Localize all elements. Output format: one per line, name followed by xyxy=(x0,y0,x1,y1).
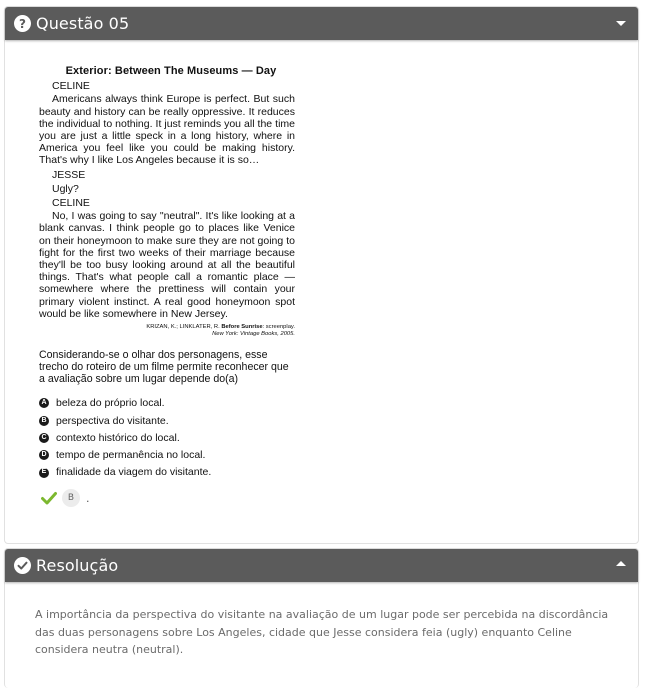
citation-authors: KRIZAN, K.; LINKLATER, R. xyxy=(146,324,220,331)
question-text: Considerando-se o olhar dos personagens, esse trecho do roteiro de um filme permite reconhecer que a avaliação sobre um lugar depende do(a) xyxy=(39,349,289,386)
resolution-text: A importância da perspectiva do visitante na avaliação de um lugar pode ser percebida na discordância das duas personagens sobre Los Angeles, cidade que Jesse considera feia (ugly) enquanto Celine considera neutra (neutral). xyxy=(35,608,609,656)
dialogue-line: Ugly? xyxy=(52,182,79,195)
citation-type: : screenplay. xyxy=(262,324,295,331)
option-text: beleza do próprio local. xyxy=(56,397,165,410)
character-name: JESSE xyxy=(52,168,86,181)
option-letter-icon: A xyxy=(39,398,49,408)
check-circle-icon xyxy=(14,557,31,574)
citation-publisher: New York: Vintage Books, 2005. xyxy=(212,331,295,338)
chevron-down-icon[interactable] xyxy=(616,21,626,26)
question-panel xyxy=(4,6,639,544)
option-letter-icon: E xyxy=(39,468,49,478)
answer-suffix: . xyxy=(86,491,90,505)
character-name: CELINE xyxy=(52,197,90,210)
question-circle-icon: ? xyxy=(14,15,31,32)
question-document xyxy=(39,65,295,481)
option-d[interactable] xyxy=(39,447,295,464)
dialogue-paragraph: Americans always think Europe is perfect. But such beauty and history can be really oppressive. It reduces the individual to nothing. It just reminds you all the time you are just a little speck in a long history, where in America you feel like you could be making history. That's why I like Los Angeles because it is so… xyxy=(39,93,295,167)
character-name: CELINE xyxy=(52,80,90,93)
option-letter-icon: D xyxy=(39,450,49,460)
option-text: contexto histórico do local. xyxy=(56,431,180,444)
citation-title: Before Sunrise xyxy=(221,324,263,331)
option-letter-icon: C xyxy=(39,433,49,443)
answer-row xyxy=(41,489,90,507)
option-text: tempo de permanência no local. xyxy=(56,449,206,462)
option-text: perspectiva do visitante. xyxy=(56,414,169,427)
question-panel-header[interactable] xyxy=(5,7,638,40)
answer-badge: B xyxy=(62,489,80,507)
option-letter-icon: B xyxy=(39,416,49,426)
option-text: finalidade da viagem do visitante. xyxy=(56,466,212,479)
resolution-panel-header[interactable] xyxy=(5,549,638,582)
checkmark-icon xyxy=(41,490,57,506)
option-a[interactable] xyxy=(39,395,295,412)
chevron-up-icon[interactable] xyxy=(616,561,626,566)
option-e[interactable] xyxy=(39,464,295,481)
citation xyxy=(39,324,295,338)
dialogue-paragraph: No, I was going to say "neutral". It's like looking at a blank canvas. I think people go to places like Venice on their honeymoon to make sure they are not going to fight for the first two weeks of their marriage because they'll be too busy looking around at all the beautiful things. That's what people call a romantic place — somewhere where the prettiness will contain your primary violent instinct. A real good honeymoon spot would be like somewhere in New Jersey. xyxy=(39,210,295,320)
options-list xyxy=(39,395,295,481)
question-title: Questão 05 xyxy=(36,14,130,33)
resolution-title: Resolução xyxy=(36,556,119,575)
resolution-panel xyxy=(4,548,639,688)
option-c[interactable] xyxy=(39,429,295,446)
scene-heading: Exterior: Between The Museums — Day xyxy=(65,65,277,77)
option-b[interactable] xyxy=(39,412,295,429)
